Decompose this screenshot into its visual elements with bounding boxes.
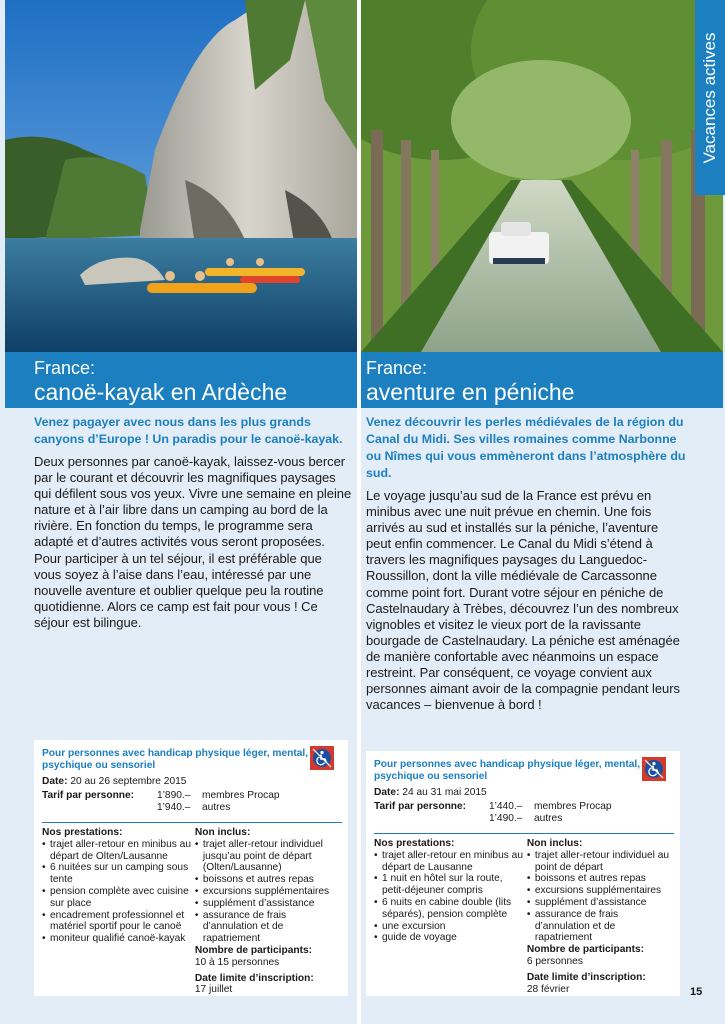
list-item: • moniteur qualifié canoë-kayak	[42, 933, 195, 945]
list-item: • trajet aller-retour individuel jusqu’au point de départ (Olten/Lausanne)	[195, 839, 340, 874]
left-deadline-label: Date limite d’inscription:	[194, 972, 314, 984]
column-separator	[357, 0, 361, 1024]
right-prestations-label: Nos prestations:	[374, 837, 455, 849]
right-article	[366, 414, 686, 713]
right-tarif-amount: 1’490.–	[489, 813, 523, 825]
left-tarif-amount: 1’940.–	[157, 802, 191, 814]
right-tarif-who: membres Procap	[534, 801, 612, 813]
right-body: Le voyage jusqu’au sud de la France est prévu en minibus avec une nuit prévue en chemin. Une fois arrivés au sud et installés sur la péniche, l’aventure peut enfin commencer. Le Canal du Midi s’étend à travers les magnifiques paysages du Languedoc-Roussillon, dont la ville médiévale de Carcassonne comme point fort. Durant votre séjour en péniche de Castelnaudary à Trèbes, découvrez l’un des nombreux vignobles et visitez le vieux port de la ravissante bourgade de Castelnaudary. La péniche est aménagée de manière confortable avec néanmoins un espace restreint. Par conséquent, ce voyage convient aux personnes aimant avoir de la compagnie pendant leurs vacances – bienvenue à bord !	[366, 488, 680, 713]
right-info-box	[366, 751, 680, 996]
right-tarif-who: autres	[534, 813, 563, 825]
left-country: France:	[34, 358, 96, 378]
left-date-label: Date:	[42, 775, 68, 787]
right-prestations-list	[374, 850, 527, 944]
left-tarif-who: autres	[202, 802, 231, 814]
photo-canoe-ardeche	[5, 0, 357, 352]
right-box-title: Pour personnes avec handicap physique léger, mental, psychique ou sensoriel	[374, 759, 641, 782]
right-deadline-value: 28 février	[526, 983, 570, 995]
left-participants-value: 10 à 15 personnes	[194, 956, 280, 968]
list-item: • supplément d’assistance	[195, 898, 340, 910]
right-participants-value: 6 personnes	[526, 955, 583, 967]
right-participants-label: Nombre de participants:	[526, 944, 645, 956]
list-item: • assurance de frais d’annulation et de rapatriement	[195, 910, 340, 945]
right-header-bar	[361, 352, 723, 408]
left-non-inclus-label: Non inclus:	[194, 826, 251, 838]
list-item: • trajet aller-retour en minibus au départ de Olten/Lausanne	[42, 839, 195, 863]
left-date-value: 20 au 26 septembre 2015	[70, 775, 187, 787]
photo-canal-du-midi	[361, 0, 723, 352]
left-title: canoë-kayak en Ardèche	[34, 379, 288, 405]
list-item: • une excursion	[374, 921, 527, 933]
right-date-value: 24 au 31 mai 2015	[402, 786, 487, 798]
left-intro: Venez pagayer avec nous dans les plus grands canyons d’Europe ! Un paradis pour le canoë-kayak.	[34, 415, 343, 446]
right-box-lists	[374, 838, 672, 995]
left-body: Deux personnes par canoë-kayak, laissez-vous bercer par le courant et découvrir les magnifiques paysages qui défilent sous vos yeux. Vivre une semaine en pleine nature et à l’air libre dans un camping au bord de la rivière. En fonction du temps, le programme sera adapté et d’autres activités vous seront proposées. Pour participer à un tel séjour, il est préférable que vous soyez à l’aise dans l’eau, intéressé par une nouvelle aventure et oublier quelque peu la routine quotidienne. Alors ce camp est fait pour vous ! Ce séjour est bilingue.	[34, 454, 352, 630]
list-item: • 1 nuit en hôtel sur la route, petit-déjeuner compris	[374, 873, 527, 897]
handicap-pictogram-icon	[310, 746, 334, 770]
right-intro: Venez découvrir les perles médiévales de la région du Canal du Midi. Ses villes romaines comme Narbonne ou Nîmes qui vous emmèneront dans l’atmosphère du sud.	[366, 415, 686, 480]
list-item: • guide de voyage	[374, 932, 527, 944]
left-tarif-label: Tarif par personne:	[42, 790, 135, 802]
right-box-divider	[374, 833, 674, 834]
list-item: • pension complète avec cuisine sur place	[42, 886, 195, 910]
right-date-label: Date:	[374, 786, 400, 798]
handicap-pictogram-icon	[642, 757, 666, 781]
right-country: France:	[366, 358, 428, 378]
list-item: • trajet aller-retour en minibus au départ de Lausanne	[374, 850, 527, 874]
left-box-title: Pour personnes avec handicap physique léger, mental, psychique ou sensoriel	[42, 748, 309, 771]
right-tarif	[374, 801, 672, 825]
list-item: • supplément d’assistance	[527, 897, 672, 909]
right-non-inclus-list	[527, 850, 672, 944]
left-header-bar	[5, 352, 357, 408]
list-item: • boissons et autres repas	[527, 873, 672, 885]
right-non-inclus-label: Non inclus:	[526, 837, 583, 849]
list-item: • excursions supplémentaires	[195, 886, 340, 898]
left-article	[34, 414, 352, 631]
left-info-box	[34, 740, 348, 996]
section-side-tab-label: Vacances actives	[700, 31, 719, 164]
left-tarif-who: membres Procap	[202, 790, 280, 802]
left-prestations-label: Nos prestations:	[42, 826, 123, 838]
list-item: • assurance de frais d’annulation et de rapatriement	[527, 909, 672, 944]
left-participants-label: Nombre de participants:	[194, 944, 313, 956]
right-title: aventure en péniche	[366, 379, 575, 405]
list-item: • encadrement professionnel et matériel sportif pour le canoë	[42, 910, 195, 934]
list-item: • 6 nuits en cabine double (lits séparés), pension complète	[374, 897, 527, 921]
section-side-tab	[695, 0, 725, 195]
left-tarif	[42, 790, 340, 814]
list-item: • boissons et autres repas	[195, 874, 340, 886]
left-deadline-value: 17 juillet	[194, 984, 233, 996]
left-non-inclus-list	[195, 839, 340, 945]
list-item: • excursions supplémentaires	[527, 885, 672, 897]
right-tarif-label: Tarif par personne:	[374, 801, 467, 813]
left-box-lists	[42, 827, 340, 996]
page-number: 15	[690, 986, 703, 998]
list-item: • trajet aller-retour individuel au point de départ	[527, 850, 672, 874]
left-tarif-amount: 1’890.–	[157, 790, 191, 802]
left-prestations-list	[42, 839, 195, 945]
list-item: • 6 nuitées sur un camping sous tente	[42, 862, 195, 886]
right-tarif-amount: 1’440.–	[489, 801, 523, 813]
right-deadline-label: Date limite d’inscription:	[526, 971, 646, 983]
left-box-divider	[42, 822, 342, 823]
